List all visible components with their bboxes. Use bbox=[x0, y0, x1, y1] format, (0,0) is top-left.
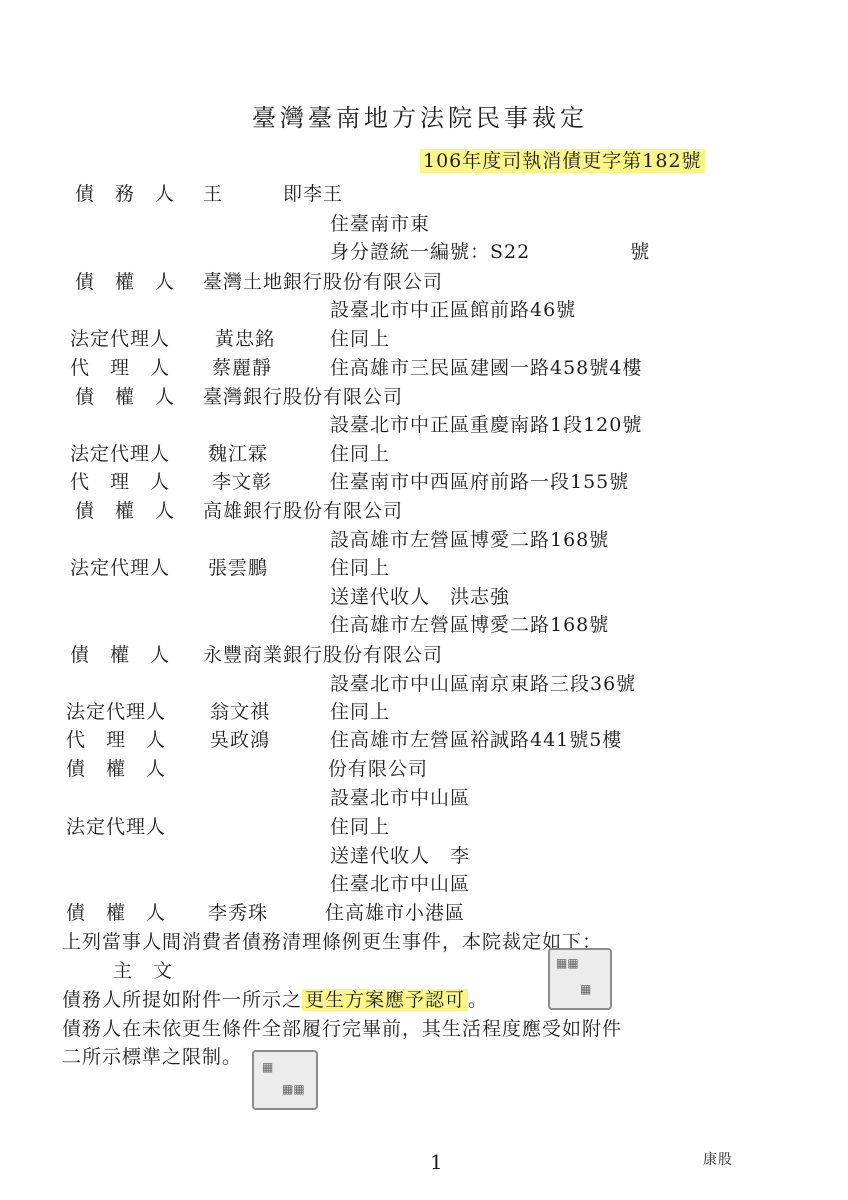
creditor-2-name: 臺灣銀行股份有限公司 bbox=[203, 386, 404, 408]
creditor-1-address: 設臺北市中正區館前路46號 bbox=[330, 299, 577, 321]
approval-highlight: 更生方案應予認可 bbox=[302, 989, 468, 1011]
creditor-6-name: 李秀珠 bbox=[208, 902, 269, 924]
creditor-2-legal-role: 法定代理人 bbox=[70, 443, 171, 465]
creditor-4-address: 設臺北市中山區南京東路三段36號 bbox=[330, 673, 637, 695]
creditor-5-service-address: 住臺北市中山區 bbox=[330, 873, 471, 895]
division-mark: 康股 bbox=[703, 1152, 733, 1168]
creditor-3-service-agent: 送達代收人 洪志強 bbox=[330, 586, 511, 608]
creditor-2-address: 設臺北市中正區重慶南路1段120號 bbox=[330, 414, 643, 436]
ruling-paragraph-1-end: 。 bbox=[468, 989, 489, 1011]
creditor-1-legal-role: 法定代理人 bbox=[70, 328, 171, 350]
creditor-5-legal-role: 法定代理人 bbox=[66, 816, 167, 838]
ruling-paragraph-1 bbox=[62, 988, 488, 1012]
creditor-3-role: 債 權 人 bbox=[75, 500, 176, 522]
ruling-paragraph-2-line-2: 二所示標準之限制。 bbox=[62, 1046, 243, 1068]
creditor-4-legal-address: 住同上 bbox=[330, 701, 391, 723]
debtor-role: 債 務 人 bbox=[75, 183, 176, 205]
creditor-5-name: 份有限公司 bbox=[328, 758, 429, 780]
official-seal-stamp-2: ▦ ▦▦ bbox=[252, 1050, 318, 1110]
creditor-3-legal-role: 法定代理人 bbox=[70, 557, 171, 579]
creditor-4-agent-address: 住高雄市左營區裕誠路441號5樓 bbox=[330, 729, 623, 751]
creditor-2-agent-address: 住臺南市中西區府前路一段155號 bbox=[330, 471, 630, 493]
creditor-2-agent-role: 代 理 人 bbox=[70, 471, 171, 493]
creditor-4-agent-role: 代 理 人 bbox=[66, 729, 167, 751]
creditor-4-role: 債 權 人 bbox=[70, 644, 171, 666]
creditor-3-service-address: 住高雄市左營區博愛二路168號 bbox=[330, 614, 610, 636]
ruling-intro: 上列當事人間消費者債務清理條例更生事件，本院裁定如下： bbox=[62, 931, 603, 953]
ruling-paragraph-2-line-1: 債務人在未依更生條件全部履行完畢前，其生活程度應受如附件 bbox=[62, 1018, 623, 1040]
creditor-2-legal-name: 魏江霖 bbox=[208, 443, 269, 465]
page-number: 1 bbox=[430, 1150, 444, 1174]
creditor-6-address: 住高雄市小港區 bbox=[325, 902, 466, 924]
creditor-5-legal-address: 住同上 bbox=[330, 816, 391, 838]
creditor-2-legal-address: 住同上 bbox=[330, 443, 391, 465]
creditor-2-role: 債 權 人 bbox=[75, 386, 176, 408]
creditor-1-agent-address: 住高雄市三民區建國一路458號4樓 bbox=[330, 357, 643, 379]
official-seal-stamp: ▦▦ ▦ bbox=[548, 948, 612, 1010]
main-text-heading: 主 文 bbox=[113, 960, 174, 982]
creditor-5-service-agent: 送達代收人 李 bbox=[330, 845, 471, 867]
creditor-1-name: 臺灣土地銀行股份有限公司 bbox=[203, 271, 444, 293]
document-title: 臺灣臺南地方法院民事裁定 bbox=[252, 104, 588, 132]
debtor-id: 身分證統一編號：S22 號 bbox=[330, 241, 651, 263]
creditor-1-legal-address: 住同上 bbox=[330, 328, 391, 350]
ruling-paragraph-1-start: 債務人所提如附件一所示之 bbox=[62, 989, 303, 1011]
creditor-3-name: 高雄銀行股份有限公司 bbox=[203, 500, 404, 522]
creditor-6-role: 債 權 人 bbox=[66, 902, 167, 924]
creditor-1-role: 債 權 人 bbox=[75, 271, 176, 293]
creditor-2-agent-name: 李文彰 bbox=[212, 471, 273, 493]
creditor-3-legal-name: 張雲鵬 bbox=[208, 557, 269, 579]
case-number: 106年度司執消債更字第182號 bbox=[420, 149, 705, 173]
creditor-3-legal-address: 住同上 bbox=[330, 557, 391, 579]
debtor-address: 住臺南市東 bbox=[330, 213, 431, 235]
creditor-3-address: 設高雄市左營區博愛二路168號 bbox=[330, 529, 610, 551]
creditor-5-address: 設臺北市中山區 bbox=[330, 787, 471, 809]
debtor-name: 王 即李王 bbox=[203, 183, 344, 205]
creditor-4-agent-name: 吳政鴻 bbox=[210, 729, 271, 751]
creditor-4-legal-role: 法定代理人 bbox=[66, 701, 167, 723]
creditor-4-name: 永豐商業銀行股份有限公司 bbox=[203, 644, 444, 666]
creditor-4-legal-name: 翁文祺 bbox=[210, 701, 271, 723]
creditor-1-agent-role: 代 理 人 bbox=[70, 357, 171, 379]
creditor-1-agent-name: 蔡麗靜 bbox=[212, 357, 273, 379]
creditor-1-legal-name: 黃忠銘 bbox=[215, 328, 276, 350]
creditor-5-role: 債 權 人 bbox=[66, 758, 167, 780]
